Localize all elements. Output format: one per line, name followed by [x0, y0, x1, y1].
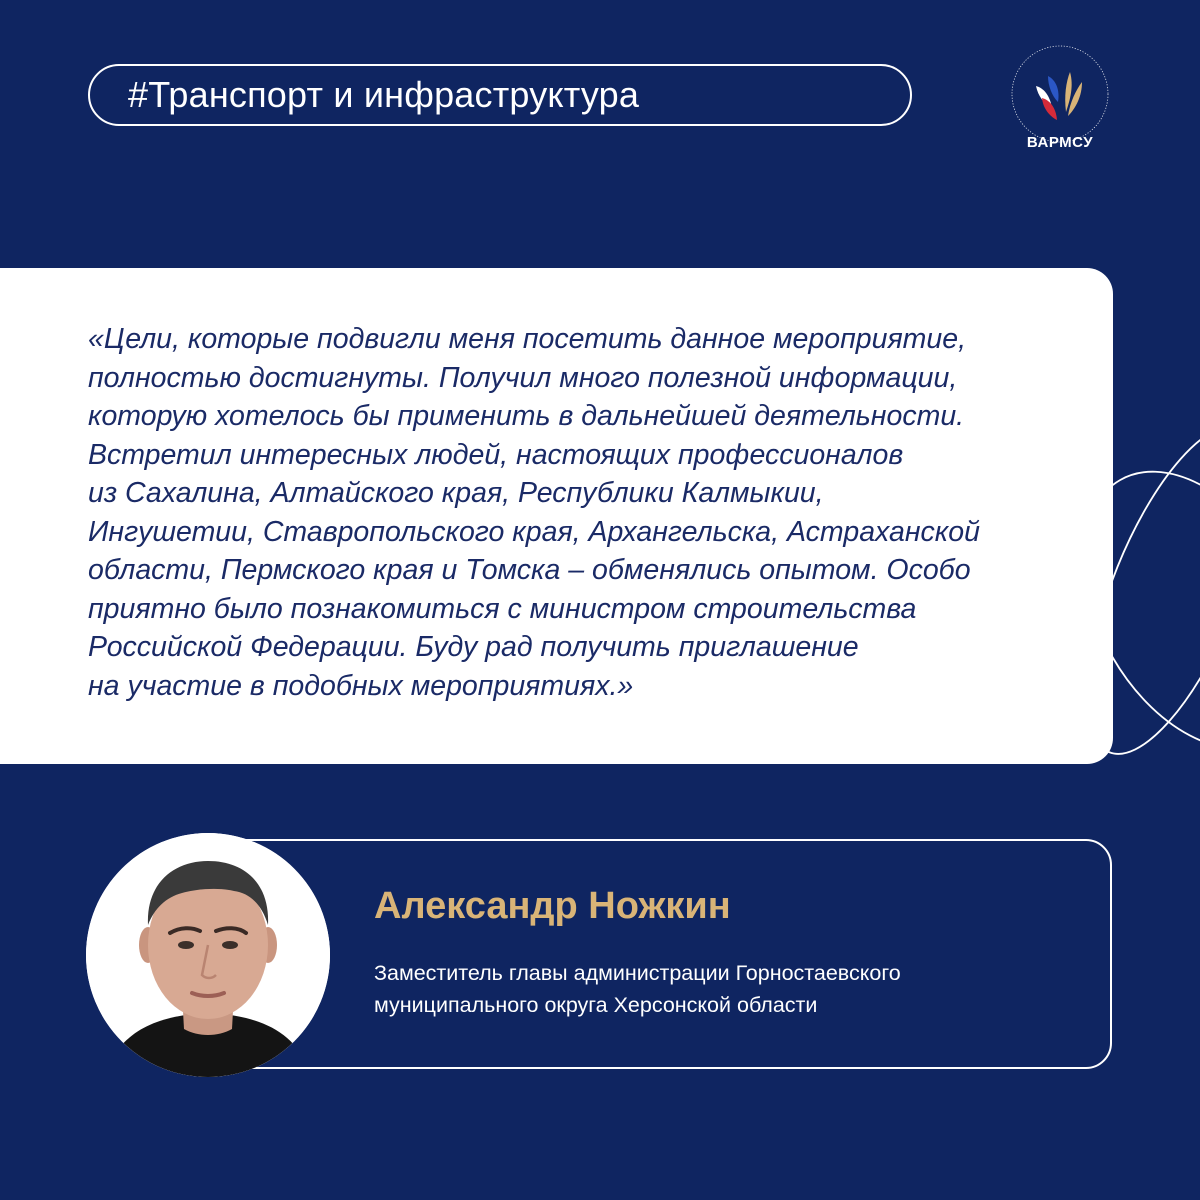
- varmsu-emblem-icon: [1030, 68, 1090, 128]
- author-avatar: [86, 833, 330, 1077]
- quote-line: которую хотелось бы применить в дальнейшей деятельности.: [88, 400, 965, 432]
- quote-line: полностью достигнуты. Получил много полезной информации,: [88, 361, 958, 394]
- author-name: Александр Ножкин: [374, 885, 731, 927]
- quote-line: «Цели, которые подвигли меня посетить данное мероприятие,: [88, 323, 967, 355]
- author-role-line: муниципального округа Херсонской области: [374, 993, 818, 1017]
- portrait-photo: [86, 833, 330, 1077]
- quote-line: на участие в подобных мероприятиях.»: [88, 669, 634, 702]
- author-role: [374, 957, 1074, 1021]
- hashtag-pill: [88, 64, 912, 126]
- quote-text: [88, 320, 1078, 705]
- quote-line: Встретил интересных людей, настоящих профессионалов: [88, 438, 904, 471]
- varmsu-logo: [1003, 44, 1117, 158]
- hashtag-label: #Транспорт и инфраструктура: [128, 74, 640, 115]
- quote-line: приятно было познакомиться с министром строительства: [88, 592, 917, 625]
- quote-line: из Сахалина, Алтайского края, Республики Калмыкии,: [88, 477, 824, 509]
- quote-line: области, Пермского края и Томска – обменялись опытом. Особо: [88, 554, 971, 586]
- author-role-line: Заместитель главы администрации Горностаевского: [374, 961, 901, 985]
- quote-line: Российской Федерации. Буду рад получить приглашение: [88, 631, 859, 663]
- author-card: [200, 839, 1112, 1069]
- quote-line: Ингушетии, Ставропольского края, Архангельска, Астраханской: [88, 515, 980, 548]
- logo-name: ВАРМСУ: [1026, 134, 1094, 151]
- quote-card: [0, 268, 1113, 764]
